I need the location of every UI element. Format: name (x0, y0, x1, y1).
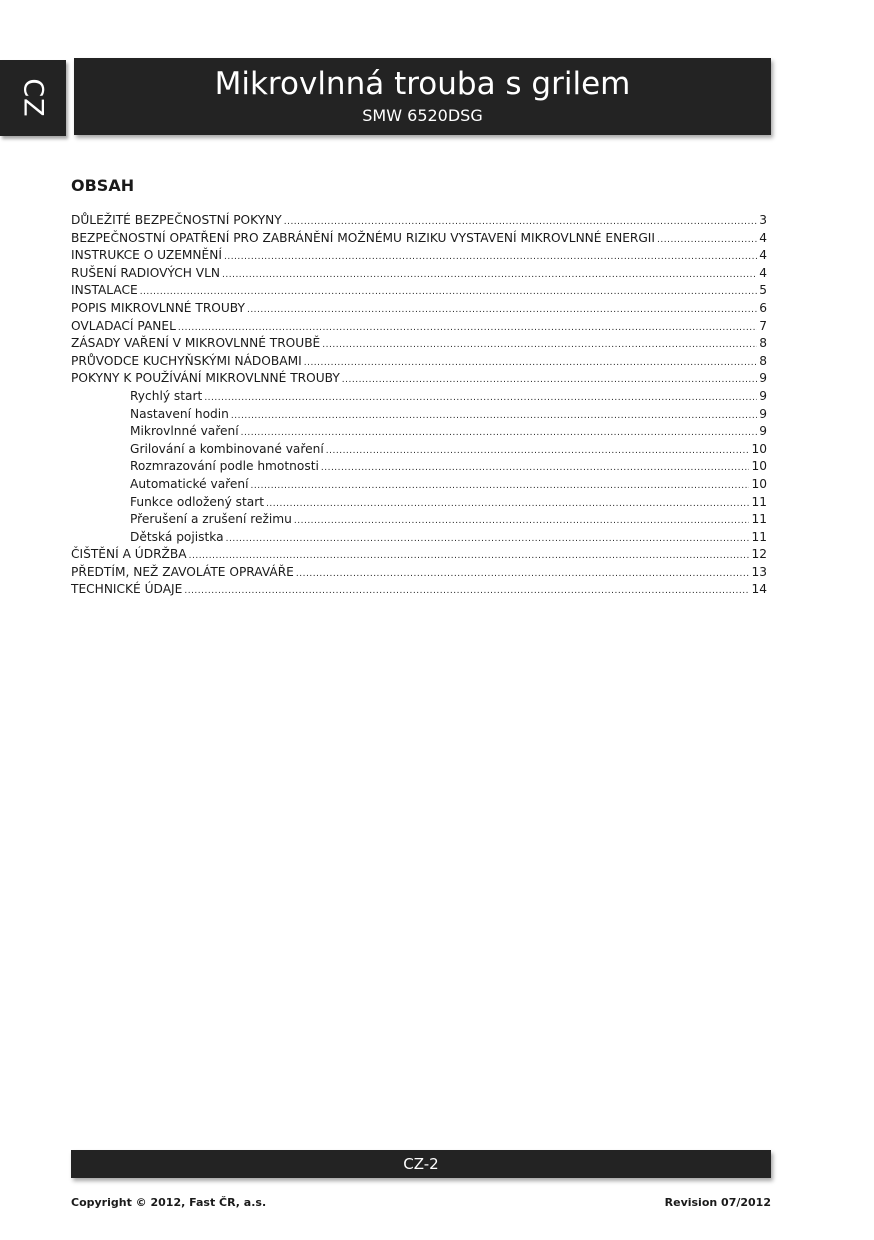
toc-dot-leader (251, 478, 750, 496)
toc-dot-leader (204, 390, 757, 408)
toc-entry-page: 10 (751, 476, 767, 491)
toc-dot-leader (326, 443, 750, 461)
toc-entry[interactable] (71, 247, 767, 265)
toc-entry-page: 9 (759, 406, 767, 421)
toc-entry-page: 5 (759, 283, 767, 298)
toc-dot-leader (247, 302, 757, 320)
page-number: CZ-2 (403, 1155, 439, 1173)
toc-entry-page: 4 (759, 230, 767, 245)
toc-entry[interactable] (71, 212, 767, 230)
toc-entry-page: 4 (759, 248, 767, 263)
toc-entry-page: 7 (759, 318, 767, 333)
toc-entry[interactable] (71, 546, 767, 564)
toc-dot-leader (321, 460, 750, 478)
toc-entry-page: 9 (759, 371, 767, 386)
toc-entry-label: PŘEDTÍM, NEŽ ZAVOLÁTE OPRAVÁŘE (71, 564, 294, 579)
toc-entry[interactable] (71, 511, 767, 529)
toc-dot-leader (304, 355, 758, 373)
toc-entry-label: ČIŠTĚNÍ A ÚDRŽBA (71, 547, 187, 562)
toc-entry-page: 9 (759, 424, 767, 439)
toc-entry[interactable] (71, 300, 767, 318)
toc-entry-page: 12 (751, 547, 767, 562)
toc-entry[interactable] (71, 581, 767, 599)
toc-entry-label: Rychlý start (130, 388, 203, 403)
toc-entry-page: 4 (759, 265, 767, 280)
toc-entry-page: 6 (759, 300, 767, 315)
toc-entry[interactable] (71, 282, 767, 300)
toc-entry[interactable] (71, 529, 767, 547)
document-header (74, 58, 771, 135)
toc-entry-page: 3 (759, 213, 767, 227)
toc-entry-page: 9 (759, 388, 767, 403)
toc-dot-leader (296, 566, 750, 584)
toc-entry-label: BEZPEČNOSTNÍ OPATŘENÍ PRO ZABRÁNĚNÍ MOŽNÉMU RIZIKU VYSTAVENÍ MIKROVLNNÉ ENERGII (71, 230, 655, 245)
model-number: SMW 6520DSG (362, 106, 483, 125)
toc-dot-leader (224, 249, 757, 267)
toc-entry[interactable] (71, 335, 767, 353)
toc-dot-leader (184, 583, 749, 601)
toc-entry-label: Automatické vaření (130, 476, 249, 491)
toc-entry-label: OVLADACÍ PANEL (71, 318, 176, 333)
toc-entry-label: Grilování a kombinované vaření (130, 441, 324, 456)
toc-entry-label: INSTRUKCE O UZEMNĚNÍ (71, 248, 222, 263)
toc-entry-label: Rozmrazování podle hmotnosti (130, 459, 319, 474)
toc-entry-label: Funkce odložený start (130, 494, 265, 509)
toc-dot-leader (322, 337, 757, 355)
toc-entry-label: ZÁSADY VAŘENÍ V MIKROVLNNÉ TROUBĚ (71, 336, 321, 351)
toc-entry-page: 13 (751, 564, 767, 579)
toc-entry-label: POPIS MIKROVLNNÉ TROUBY (71, 300, 245, 315)
toc-dot-leader (266, 496, 749, 514)
toc-entry-label: Dětská pojistka (130, 529, 224, 544)
toc-entry-page: 14 (751, 582, 767, 597)
toc-entry-label: POKYNY K POUŽÍVÁNÍ MIKROVLNNÉ TROUBY (71, 371, 340, 386)
toc-entry-label: Nastavení hodin (130, 406, 229, 421)
toc-entry[interactable] (71, 476, 767, 494)
toc-dot-leader (657, 232, 757, 250)
toc-dot-leader (342, 372, 757, 390)
table-of-contents (71, 212, 767, 599)
toc-entry[interactable] (71, 441, 767, 459)
toc-dot-leader (226, 531, 750, 549)
toc-entry[interactable] (71, 230, 767, 248)
toc-entry-page: 8 (759, 336, 767, 351)
toc-entry[interactable] (71, 388, 767, 406)
toc-entry[interactable] (71, 353, 767, 371)
toc-entry-label: TECHNICKÉ ÚDAJE (71, 582, 183, 597)
toc-entry[interactable] (71, 265, 767, 283)
toc-entry[interactable] (71, 494, 767, 512)
toc-entry-page: 11 (751, 512, 767, 527)
toc-entry-page: 11 (751, 529, 767, 544)
document-title: Mikrovlnná trouba s grilem (214, 66, 631, 102)
toc-entry-label: INSTALACE (71, 283, 138, 298)
toc-entry[interactable] (71, 318, 767, 336)
language-code: CZ (17, 78, 49, 118)
toc-entry[interactable] (71, 406, 767, 424)
toc-entry-label: Přerušení a zrušení režimu (130, 512, 292, 527)
language-tab (0, 60, 66, 136)
toc-dot-leader (231, 408, 757, 426)
toc-entry-page: 10 (751, 459, 767, 474)
toc-entry[interactable] (71, 458, 767, 476)
toc-entry-page: 11 (751, 494, 767, 509)
toc-dot-leader (222, 267, 757, 285)
toc-entry-page: 10 (751, 441, 767, 456)
copyright-notice: Copyright © 2012, Fast ČR, a.s. (71, 1196, 267, 1209)
toc-entry-label: Mikrovlnné vaření (130, 424, 239, 439)
page-number-bar (71, 1150, 771, 1178)
toc-heading: OBSAH (71, 176, 135, 195)
toc-entry-label: PRŮVODCE KUCHYŇSKÝMI NÁDOBAMI (71, 353, 302, 368)
toc-entry[interactable] (71, 370, 767, 388)
revision-label: Revision 07/2012 (664, 1196, 771, 1209)
toc-entry[interactable] (71, 423, 767, 441)
toc-entry[interactable] (71, 564, 767, 582)
toc-entry-label: RUŠENÍ RADIOVÝCH VLN (71, 265, 220, 280)
toc-entry-label: DŮLEŽITÉ BEZPEČNOSTNÍ POKYNY (71, 213, 282, 227)
toc-entry-page: 8 (759, 353, 767, 368)
toc-dot-leader (294, 513, 750, 531)
